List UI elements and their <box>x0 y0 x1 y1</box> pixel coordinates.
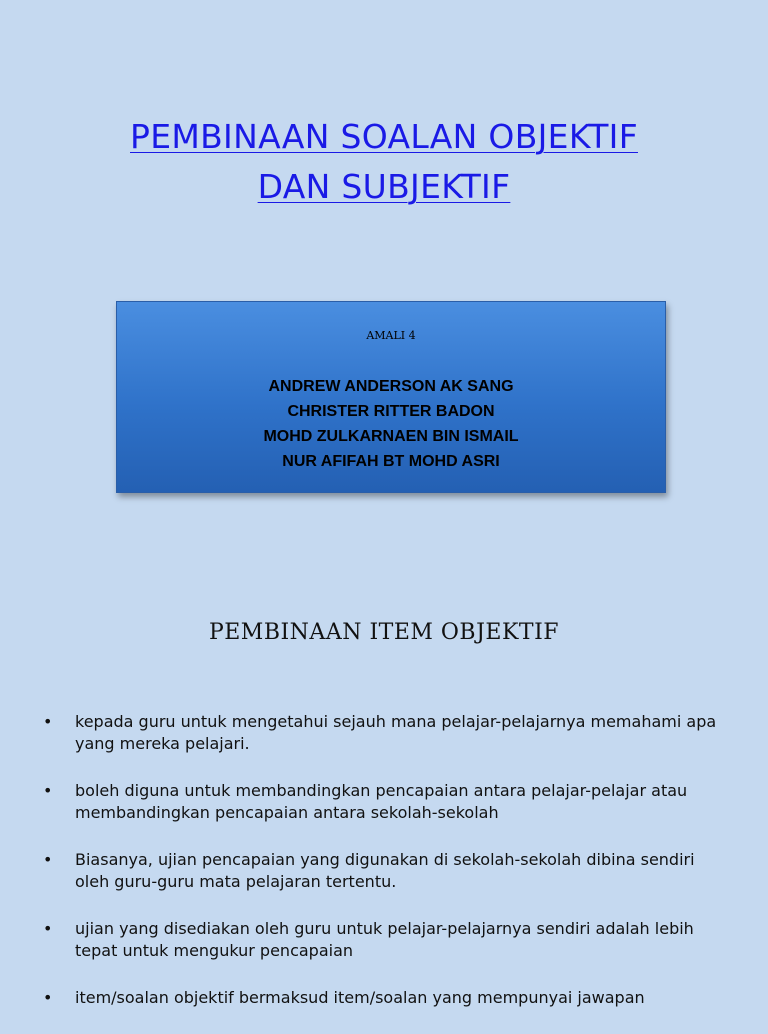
bullet-list <box>0 711 768 1034</box>
member-name: ANDREW ANDERSON AK SANG <box>268 378 514 395</box>
group-members-box <box>116 301 666 493</box>
list-item <box>0 849 768 893</box>
bullet-text: ujian yang disediakan oleh guru untuk pelajar-pelajarnya sendiri adalah lebih tepat untuk mengukur pencapaian <box>75 919 694 960</box>
section-heading: PEMBINAAN ITEM OBJEKTIF <box>208 620 560 645</box>
member-name: MOHD ZULKARNAEN BIN ISMAIL <box>263 428 519 445</box>
list-item <box>0 918 768 962</box>
bullet-text: kepada guru untuk mengetahui sejauh mana pelajar-pelajarnya memahami apa yang mereka pelajari. <box>75 712 717 753</box>
bullet-dot: • <box>43 712 53 731</box>
bullet-dot: • <box>43 850 53 869</box>
member-name: CHRISTER RITTER BADON <box>287 403 495 420</box>
slide-title <box>0 112 768 212</box>
bullet-dot: • <box>43 781 53 800</box>
title-line-1: PEMBINAAN SOALAN OBJEKTIF <box>130 117 638 156</box>
list-item <box>0 780 768 824</box>
list-item <box>0 987 768 1009</box>
bullet-dot: • <box>43 988 53 1007</box>
bullet-text: item/soalan objektif bermaksud item/soalan yang mempunyai jawapan <box>75 988 645 1007</box>
bullet-text: boleh diguna untuk membandingkan pencapaian antara pelajar-pelajar atau membandingkan pencapaian antara sekolah-sekolah <box>75 781 688 822</box>
bullet-text: Biasanya, ujian pencapaian yang digunakan di sekolah-sekolah dibina sendiri oleh guru-guru mata pelajaran tertentu. <box>75 850 695 891</box>
bullet-dot: • <box>43 919 53 938</box>
box-subtitle: AMALI 4 <box>366 329 416 342</box>
member-name: NUR AFIFAH BT MOHD ASRI <box>282 453 500 470</box>
member-names <box>117 374 665 474</box>
title-line-2: DAN SUBJEKTIF <box>257 167 511 206</box>
list-item <box>0 711 768 755</box>
